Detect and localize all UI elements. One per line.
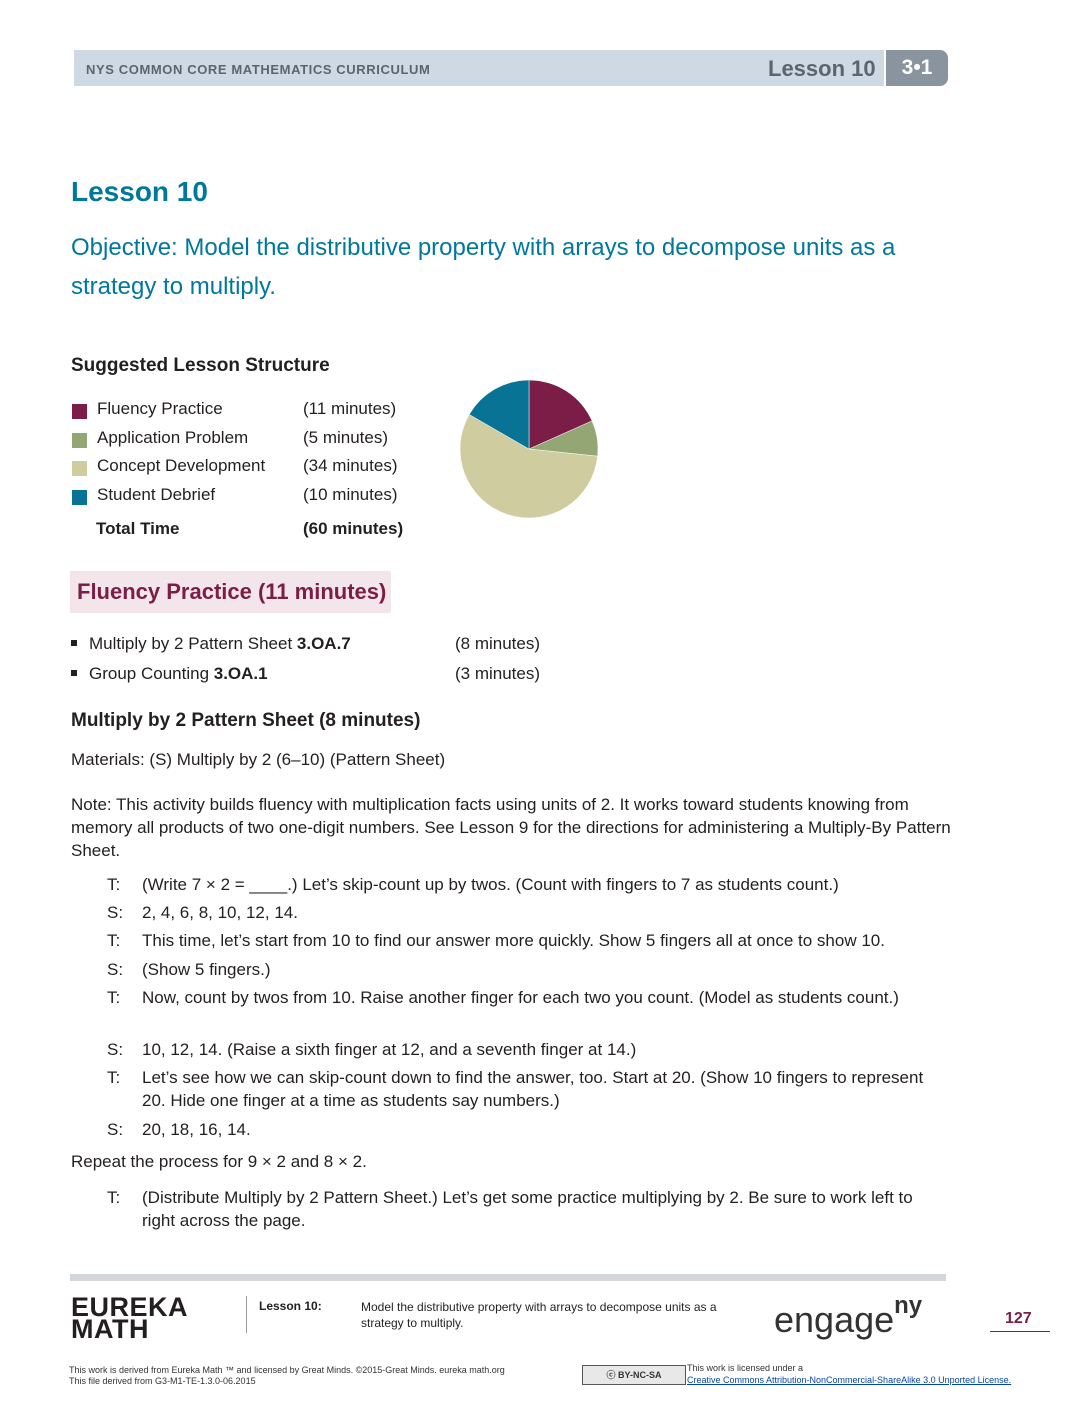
dialogue-line xyxy=(107,1118,947,1141)
cc-badge-text: BY-NC-SA xyxy=(618,1370,662,1380)
dialogue-line xyxy=(107,958,947,981)
eureka-logo-line2: MATH xyxy=(71,1314,149,1344)
dialogue-line xyxy=(107,901,947,924)
dialogue-text: This time, let’s start from 10 to find our answer more quickly. Show 5 fingers all at once to show 10. xyxy=(142,931,885,950)
structure-item-name: Fluency Practice xyxy=(97,399,223,418)
speaker: T: xyxy=(107,931,121,950)
derived-notice xyxy=(69,1365,505,1387)
materials: Materials: (S) Multiply by 2 (6–10) (Pattern Sheet) xyxy=(71,750,446,769)
footer-bar xyxy=(70,1274,946,1281)
speaker: T: xyxy=(107,1068,121,1087)
cc-icon: ⓒ xyxy=(606,1370,618,1380)
dialogue-text: Now, count by twos from 10. Raise another finger for each two you count. (Model as students count.) xyxy=(142,988,899,1007)
multiply-heading: Multiply by 2 Pattern Sheet (8 minutes) xyxy=(71,710,421,731)
speaker: S: xyxy=(107,903,124,922)
legend-swatch-concept xyxy=(72,461,87,476)
structure-item-name: Application Problem xyxy=(97,428,249,447)
dialogue-line xyxy=(107,929,947,952)
derived-line-1: This work is derived from Eureka Math ™ and licensed by Great Minds. ©2015-Great Minds. eureka math.org xyxy=(69,1365,505,1375)
engageny-logo xyxy=(774,1292,923,1341)
dialogue-line xyxy=(107,873,947,896)
dialogue-text: 20, 18, 16, 14. xyxy=(142,1120,251,1139)
lesson-title: Lesson 10 xyxy=(71,176,208,207)
eureka-logo-line1: EUREKA xyxy=(71,1292,189,1322)
structure-item-name: Concept Development xyxy=(97,456,266,475)
bullet-time: (3 minutes) xyxy=(455,664,541,683)
speaker: T: xyxy=(107,988,121,1007)
module-badge: 3•1 xyxy=(886,50,948,86)
dialogue-text: (Show 5 fingers.) xyxy=(142,960,271,979)
page-number: 127 xyxy=(1005,1310,1032,1327)
structure-item-time: (5 minutes) xyxy=(303,428,389,447)
speaker: S: xyxy=(107,1040,124,1059)
dialogue-text: Let’s see how we can skip-count down to find the answer, too. Start at 20. (Show 10 fingers to represent 20. Hide one finger at a time as students say numbers.) xyxy=(142,1068,924,1110)
license-link[interactable]: Creative Commons Attribution-NonCommercial-ShareAlike 3.0 Unported License. xyxy=(687,1375,1012,1385)
dialogue-line xyxy=(107,1186,947,1232)
bullet-text: Multiply by 2 Pattern Sheet xyxy=(89,634,297,653)
license-line-1: This work is licensed under a xyxy=(687,1363,804,1373)
footer-objective: Model the distributive property with arrays to decompose units as a strategy to multiply. xyxy=(361,1300,717,1330)
dialogue-text: (Distribute Multiply by 2 Pattern Sheet.) Let’s get some practice multiplying by 2. Be sure to work left to right across the page. xyxy=(142,1188,913,1230)
dialogue-text: 10, 12, 14. (Raise a sixth finger at 12, and a seventh finger at 14.) xyxy=(142,1040,637,1059)
total-label: Total Time xyxy=(96,519,180,538)
bullet-icon xyxy=(71,640,77,646)
dialogue-text: 2, 4, 6, 8, 10, 12, 14. xyxy=(142,903,298,922)
speaker: T: xyxy=(107,1188,121,1207)
dialogue-line xyxy=(107,1066,947,1112)
cc-license-badge xyxy=(582,1365,686,1385)
bullet-time: (8 minutes) xyxy=(455,634,541,653)
license-notice xyxy=(687,1362,1011,1386)
legend-swatch-debrief xyxy=(72,490,87,505)
structure-item-time: (11 minutes) xyxy=(303,399,397,418)
speaker: T: xyxy=(107,875,121,894)
footer-lesson: Lesson 10: xyxy=(259,1299,322,1313)
fluency-heading: Fluency Practice (11 minutes) xyxy=(77,579,387,604)
dialogue-text: (Write 7 × 2 = ____.) Let’s skip-count up by twos. (Count with fingers to 7 as students count.) xyxy=(142,875,839,894)
footer-separator xyxy=(246,1296,247,1333)
speaker: S: xyxy=(107,960,124,979)
total-time: (60 minutes) xyxy=(303,519,404,538)
fluency-bullet xyxy=(71,664,268,684)
fluency-bullet xyxy=(71,634,351,654)
dialogue-line xyxy=(107,1038,947,1061)
structure-item-time: (10 minutes) xyxy=(303,485,398,504)
lesson-structure-pie xyxy=(459,380,599,520)
structure-item-name: Student Debrief xyxy=(97,485,216,504)
derived-line-2: This file derived from G3-M1-TE-1.3.0-06.2015 xyxy=(69,1376,256,1386)
legend-swatch-fluency xyxy=(72,404,87,419)
engage-sup: ny xyxy=(894,1292,923,1319)
note: Note: This activity builds fluency with multiplication facts using units of 2. It works toward students knowing from memory all products of two one-digit numbers. See Lesson 9 for the directions for administering a Multiply-By Pattern Sheet. xyxy=(71,795,951,860)
bullet-standard: 3.OA.7 xyxy=(296,634,351,653)
bullet-icon xyxy=(71,670,77,676)
speaker: S: xyxy=(107,1120,124,1139)
legend-swatch-application xyxy=(72,433,87,448)
dialogue-line xyxy=(107,986,947,1009)
curriculum-title: NYS COMMON CORE MATHEMATICS CURRICULUM xyxy=(86,62,431,77)
engage-text: engage xyxy=(774,1299,895,1340)
structure-heading: Suggested Lesson Structure xyxy=(71,355,330,376)
repeat-instruction: Repeat the process for 9 × 2 and 8 × 2. xyxy=(71,1152,367,1171)
page-number-rule xyxy=(990,1331,1050,1332)
header-lesson: Lesson 10 xyxy=(768,56,876,81)
bullet-standard: 3.OA.1 xyxy=(213,664,268,683)
structure-item-time: (34 minutes) xyxy=(303,456,398,475)
eureka-math-logo xyxy=(71,1292,189,1344)
objective: Objective: Model the distributive property with arrays to decompose units as a strategy to multiply. xyxy=(71,234,896,300)
bullet-text: Group Counting xyxy=(89,664,214,683)
